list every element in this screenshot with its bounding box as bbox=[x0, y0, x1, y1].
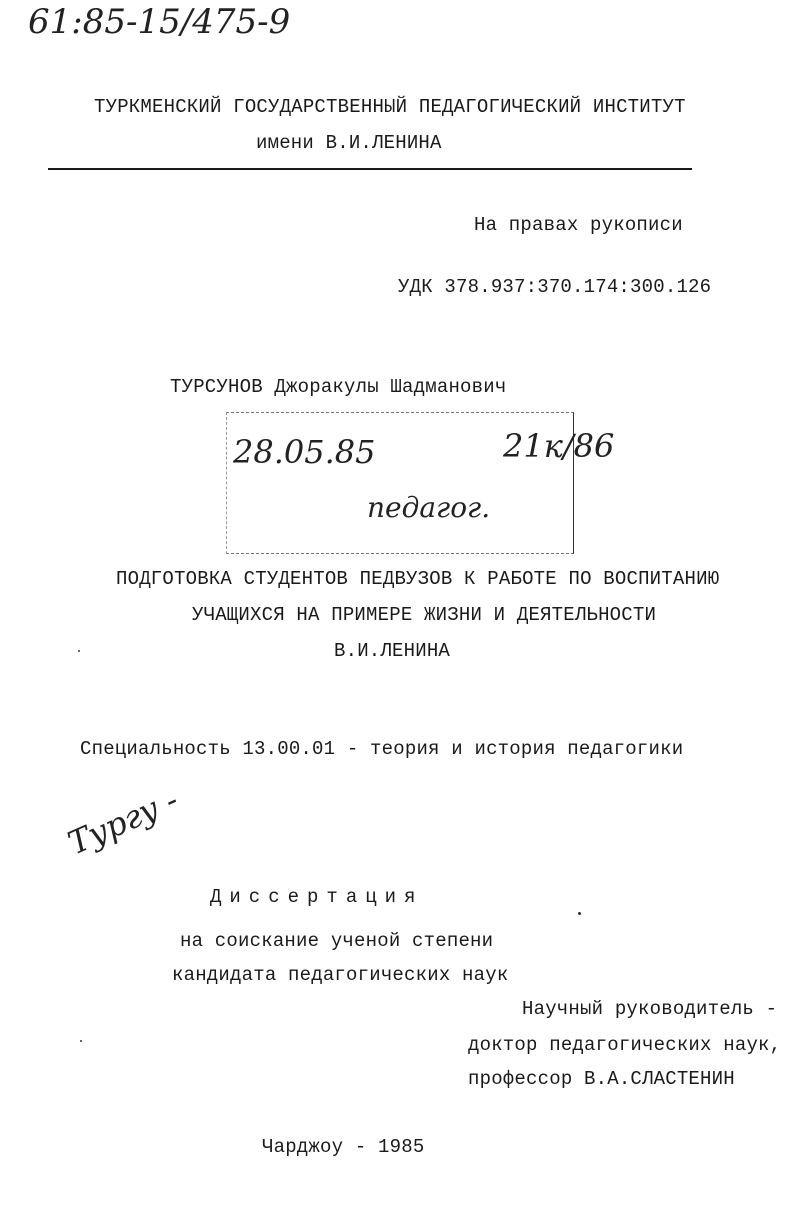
rights-note: На правах рукописи bbox=[474, 214, 683, 236]
handwritten-signature: Тургу - bbox=[62, 780, 184, 863]
title-line-3: В.И.ЛЕНИНА bbox=[334, 640, 451, 662]
institute-name: ТУРКМЕНСКИЙ ГОСУДАРСТВЕННЫЙ ПЕДАГОГИЧЕСКИЙ ИНСТИТУТ bbox=[94, 96, 686, 118]
header-divider bbox=[48, 168, 692, 170]
dissertation-degree-line-2: кандидата педагогических наук bbox=[172, 964, 509, 986]
archive-mark: 61:85-15/475-9 bbox=[28, 2, 291, 42]
dissertation-label: Диссертация bbox=[210, 886, 424, 908]
author-name: ТУРСУНОВ Джоракулы Шадманович bbox=[170, 376, 507, 398]
stamp-date: 28.05.85 bbox=[233, 433, 376, 471]
advisor-line-1: Научный руководитель - bbox=[522, 998, 778, 1020]
title-line-1: ПОДГОТОВКА СТУДЕНТОВ ПЕДВУЗОВ К РАБОТЕ ПО ВОСПИТАНИЮ bbox=[116, 568, 720, 590]
advisor-line-3: профессор В.А.СЛАСТЕНИН bbox=[468, 1068, 735, 1090]
stamp-number: 21к/86 bbox=[503, 427, 615, 465]
institute-named-after: имени В.И.ЛЕНИНА bbox=[256, 132, 442, 154]
advisor-line-2: доктор педагогических наук, bbox=[468, 1034, 782, 1056]
place-year: Чарджоу - 1985 bbox=[262, 1136, 425, 1158]
dissertation-degree-line-1: на соискание ученой степени bbox=[180, 930, 494, 952]
speck bbox=[80, 1040, 82, 1042]
specialty: Специальность 13.00.01 - теория и история педагогики bbox=[80, 738, 684, 760]
speck bbox=[578, 912, 581, 915]
title-line-2: УЧАЩИХСЯ НА ПРИМЕРЕ ЖИЗНИ И ДЕЯТЕЛЬНОСТИ bbox=[192, 604, 657, 626]
speck bbox=[78, 650, 80, 652]
udk-code: УДК 378.937:370.174:300.126 bbox=[398, 276, 712, 298]
stamp-subject: педагог. bbox=[367, 491, 491, 524]
library-stamp bbox=[226, 412, 615, 554]
